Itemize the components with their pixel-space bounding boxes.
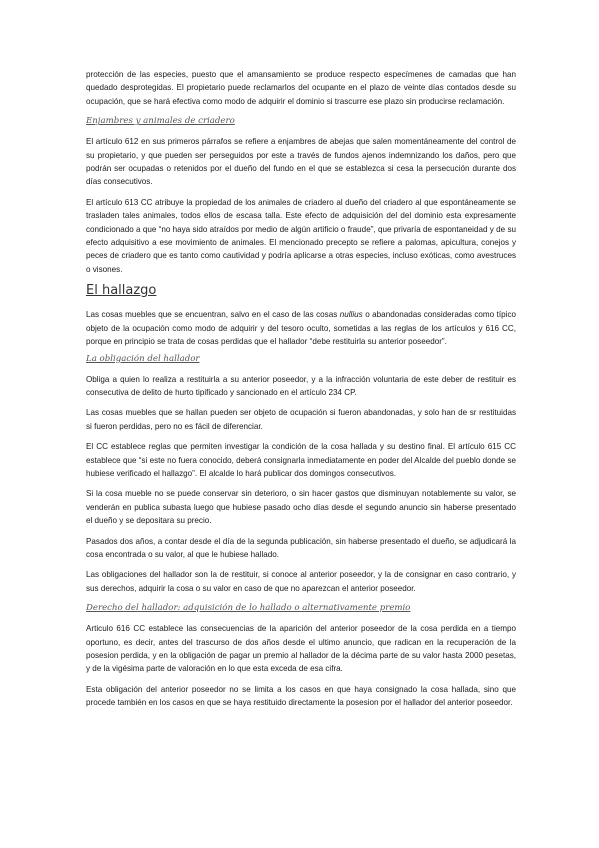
- paragraph-articulo-612: El artículo 612 en sus primeros párrafos se refiere a enjambres de abejas que salen momentáneamente del control de su propietario, y que pueden ser perseguidos por este a través de fundos ajenos indemnizando los daños, pero que podrán ser ocupadas o retenidos por el dueño del fundo en el que se establezca si cesa la persecución durante dos días consecutivos.: [86, 137, 516, 187]
- nullius-term: nullius: [339, 310, 363, 320]
- paragraph-cosas-muebles: [86, 308, 516, 348]
- paragraph-cosas-muebles-start: Las cosas muebles que se encuentran, salvo en el caso de las cosas: [86, 310, 340, 320]
- paragraph-obliga-restituir: Obliga a quien lo realiza a restituirla a su anterior poseedor, y a la infracción voluntaria de este deber de restituir es consecutiva de delito de hurto tipificado y sancionado en el artículo 234 CP.: [86, 374, 516, 397]
- heading-enjambres: Enjambres y animales de criadero: [86, 116, 235, 127]
- paragraph-obligaciones-hallador: Las obligaciones del hallador son la de restituir, si conoce al anterior poseedor, y la de consignar en caso contrario, y sus derechos, adquirir la cosa o su valor en caso de que no aparezcan el anterior poseedor.: [86, 570, 516, 593]
- heading-obligacion-hallador: La obligación del hallador: [86, 353, 200, 364]
- paragraph-cosas-muebles-end: o abandonadas consideradas como típico objeto de la ocupación como modo de adquirir y del tesoro oculto, sometidas a las reglas de los artículos y 616 CC, porque en principio se trata de cosas perdidas que el hallador “debe restituirla su anterior poseedor”.: [86, 310, 516, 347]
- document-body: [86, 68, 516, 710]
- paragraph-articulo-615: El CC establece reglas que permiten investigar la condición de la cosa hallada y su destino final. El artículo 615 CC establece que “si este no fuera conocido, deberá consignarla inmediatamente en poder del Alcalde del pueblo donde se hubiese verificado el hallazgo”. El alcalde lo hará publicar dos domingos consecutivos.: [86, 442, 516, 478]
- paragraph-articulo-616: Articulo 616 CC establece las consecuencias de la aparición del anterior poseedor de la cosa perdida en a tiempo oportuno, es decir, antes del trascurso de dos años desde el ultimo anuncio, que radican en la recuperación de la posesion perdida, y en la obligación de pagar un premio al hallador de la décima parte de su valor hasta 2000 pesetas, y de la vigésima parte de valoración en lo que esta exceda de esa cifra.: [86, 624, 516, 674]
- paragraph-cosas-halladas: Las cosas muebles que se hallan pueden ser objeto de ocupación si fueron abandonadas, y solo han de sr restituidas si fueron perdidas, pero no es fácil de diferenciar.: [86, 408, 516, 431]
- paragraph-obligacion-anterior-poseedor: Esta obligación del anterior poseedor no se limita a los casos en que haya consignado la cosa hallada, sino que procede también en los casos en que se haya restituido directamente la posesion por el hallador del anterior poseedor.: [86, 684, 516, 708]
- heading-derecho-hallador: Derecho del hallador: adquisición de lo hallado o alternativamente premio: [86, 603, 411, 614]
- paragraph-subasta: Si la cosa mueble no se puede conservar sin deterioro, o sin hacer gastos que disminuyan notablemente su valor, se venderán en publica subasta luego que hubiese pasado ocho días desde el segundo anuncio sin haberse presentado el dueño y se depositara su precio.: [86, 489, 516, 526]
- paragraph-proteccion: protección de las especies, puesto que el amansamiento se produce respecto especímenes de camadas que han quedado desprotegidas. El propietario puede reclamarlos del ocupante en el plazo de veinte días contados desde su ocupación, que se hará efectiva como modo de adquirir el dominio si trascurre ese plazo sin producirse reclamación.: [86, 70, 516, 106]
- heading-el-hallazgo: El hallazgo: [86, 283, 157, 299]
- paragraph-dos-anos: Pasados dos años, a contar desde el día de la segunda publicación, sin haberse presentado el dueño, se adjudicará la cosa encontrada o su valor, al que le hubiese hallado.: [86, 536, 516, 559]
- paragraph-articulo-613: El artículo 613 CC atribuye la propiedad de los animales de criadero al dueño del criadero al que espontáneamente se trasladen tales animales, todos ellos de escasa talla. Este efecto de adquisición del del dominio esta expresamente condicionado a que “no haya sido atraídos por medio de algún artificio o fraude”, que privaría de espontaneidad y de su efecto adquisitivo a ese movimiento de animales. El mencionado precepto se refiere a palomas, apicultura, conejos y peces de criadero que es tanto como cautividad y podría aplicarse a otras especies, incluso exóticas, como avestruces o visones.: [86, 197, 516, 274]
